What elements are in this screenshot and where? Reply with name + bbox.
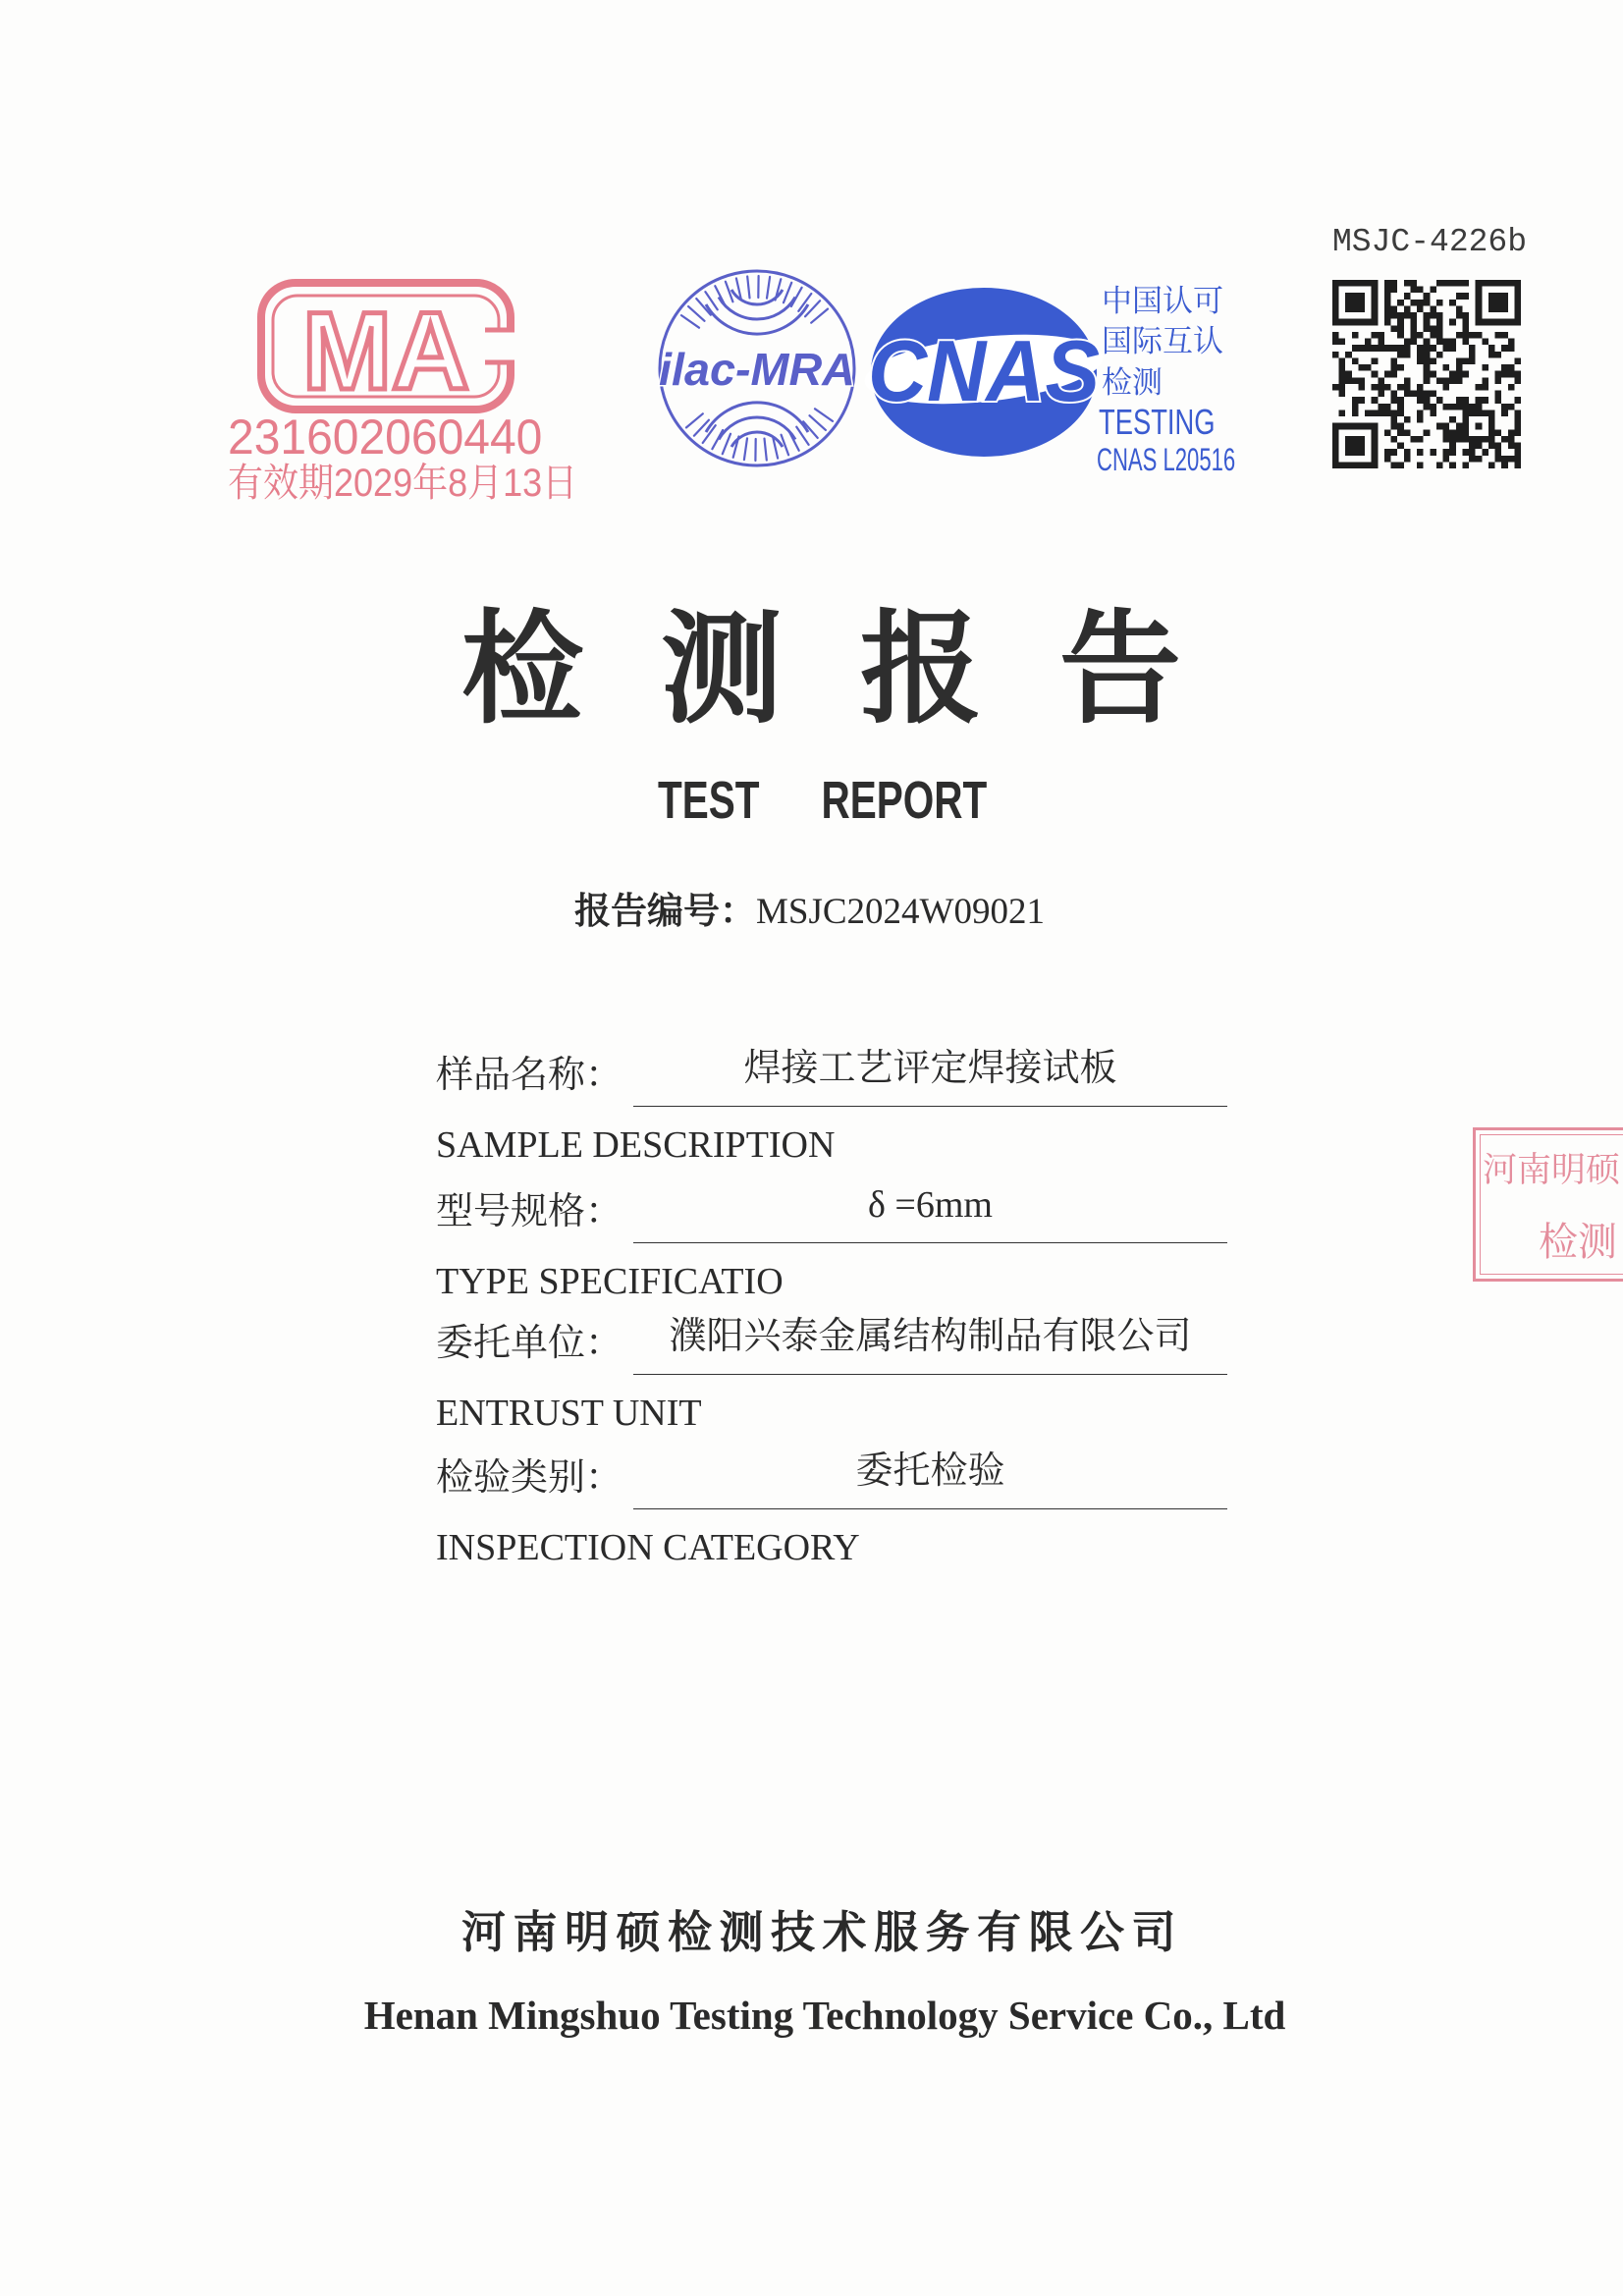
cma-logo-letters: MA (302, 290, 469, 412)
company-seal-partial (1473, 1127, 1623, 1282)
report-number-value: MSJC2024W09021 (756, 892, 1045, 932)
ilac-mra-logo (656, 267, 858, 469)
field-label-en: SAMPLE DESCRIPTION (436, 1124, 836, 1166)
field-underline (633, 1374, 1227, 1375)
field-label: 检验类别： (436, 1457, 623, 1499)
cnas-logo (864, 283, 1105, 462)
field-underline (633, 1242, 1227, 1243)
field-label: 委托单位： (436, 1323, 623, 1364)
seal-text-line-1: 河南明硕 (1483, 1151, 1621, 1190)
field-value: 濮阳兴泰金属结构制品有限公司 (669, 1316, 1192, 1357)
cma-logo-gap-ends (485, 330, 514, 362)
field-underline (633, 1508, 1227, 1509)
report-number (574, 889, 1045, 934)
field-underline (633, 1106, 1227, 1107)
field-label: 样品名称： (436, 1055, 623, 1096)
field-value: 焊接工艺评定焊接试板 (743, 1048, 1117, 1089)
cma-certificate-number: 231602060440 (228, 410, 543, 465)
cma-logo (253, 275, 518, 417)
company-name-en: Henan Mingshuo Testing Technology Service Co., Ltd (363, 1993, 1286, 2038)
qr-code (1332, 280, 1521, 468)
field-value: δ =6mm (868, 1184, 993, 1226)
qr-code-modules (1332, 280, 1521, 468)
cnas-text-testing-en: TESTING (1099, 402, 1216, 442)
ilac-logo-text: ilac-MRA (659, 344, 855, 395)
cnas-text-china-accreditation: 中国认可 (1102, 284, 1223, 319)
company-name-cn: 河南明硕检测技术服务有限公司 (461, 1906, 1184, 1958)
field-value: 委托检验 (855, 1450, 1005, 1492)
report-title-cn: 检测报告 (461, 598, 1260, 740)
field-inspection-category (436, 1450, 1231, 1574)
field-sample-description (436, 1048, 1231, 1172)
cnas-logo-text: CNAS (868, 322, 1100, 419)
cnas-text-mutual-recognition: 国际互认 (1102, 324, 1223, 359)
report-title-en: TEST REPORT (658, 771, 988, 830)
document-code: MSJC-4226b (1332, 224, 1528, 260)
field-label-en: ENTRUST UNIT (436, 1393, 702, 1434)
field-entrust-unit (436, 1316, 1231, 1440)
field-type-specification (436, 1184, 1231, 1308)
field-label-en: TYPE SPECIFICATIO (436, 1261, 784, 1302)
report-number-label: 报告编号： (574, 889, 756, 932)
field-label-en: INSPECTION CATEGORY (436, 1527, 860, 1568)
cma-validity-date: 有效期2029年8月13日 (228, 462, 578, 505)
cnas-accreditation-number: CNAS L20516 (1097, 442, 1236, 477)
seal-text-line-2: 检测 (1539, 1220, 1617, 1265)
cnas-text-testing-cn: 检测 (1102, 365, 1163, 401)
field-label: 型号规格： (436, 1191, 623, 1232)
